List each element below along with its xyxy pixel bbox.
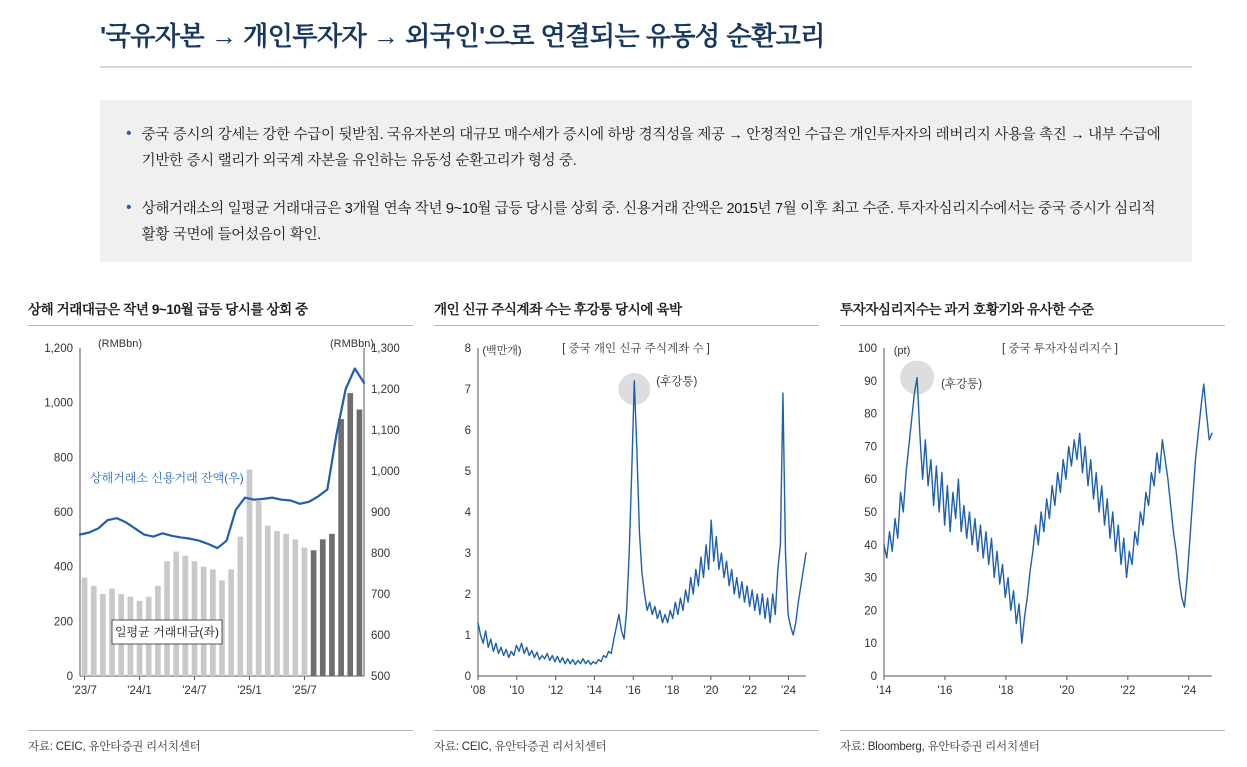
svg-text:[ 중국 개인 신규 주식계좌 수 ]: [ 중국 개인 신규 주식계좌 수 ]: [562, 343, 710, 355]
svg-text:'18: '18: [664, 685, 680, 697]
svg-text:1,000: 1,000: [371, 466, 400, 478]
svg-text:상해거래소 신용거래 잔액(우): 상해거래소 신용거래 잔액(우): [90, 471, 244, 485]
svg-text:1,200: 1,200: [371, 384, 400, 396]
summary-bullet: [126, 196, 1166, 248]
panel-divider: [434, 325, 819, 326]
title-divider: [100, 66, 1192, 68]
source-divider: [28, 730, 413, 731]
svg-text:20: 20: [864, 605, 877, 618]
svg-text:50: 50: [864, 507, 877, 519]
chart-2-source: 자료: CEIC, 유안타증권 리서치센터: [434, 741, 607, 753]
svg-text:1,000: 1,000: [44, 397, 73, 410]
svg-text:'20: '20: [1059, 685, 1075, 697]
panel-divider: [28, 325, 413, 326]
svg-text:(RMBbn): (RMBbn): [97, 338, 143, 350]
svg-text:1,300: 1,300: [371, 343, 400, 355]
svg-text:10: 10: [864, 638, 877, 651]
svg-text:'12: '12: [548, 685, 564, 697]
source-divider: [434, 730, 819, 731]
svg-text:'25/7: '25/7: [292, 685, 317, 697]
svg-text:'20: '20: [703, 685, 719, 697]
svg-text:(RMBbn): (RMBbn): [329, 338, 375, 350]
chart-3-source: 자료: Bloomberg, 유안타증권 리서치센터: [840, 741, 1040, 753]
svg-text:'24: '24: [1181, 685, 1197, 697]
svg-text:(백만개): (백만개): [482, 345, 522, 357]
svg-text:100: 100: [857, 343, 877, 355]
svg-text:'22: '22: [1120, 685, 1136, 697]
svg-text:3: 3: [464, 548, 471, 560]
svg-text:'24: '24: [781, 685, 797, 697]
svg-text:8: 8: [464, 343, 471, 355]
page-title-text: '국유자본 → 개인투자자 → 외국인'으로 연결되는 유동성 순환고리: [100, 20, 825, 51]
svg-text:1: 1: [464, 630, 471, 642]
panel-divider: [840, 325, 1225, 326]
svg-text:0: 0: [870, 671, 877, 683]
page-title: [100, 8, 1200, 60]
panel-title: 개인 신규 주식계좌 수는 후강퉁 당시에 육박: [434, 302, 682, 317]
chart-panel-new-accounts: [434, 298, 819, 732]
svg-text:'23/7: '23/7: [72, 685, 97, 697]
chart-2-svg: [434, 332, 819, 732]
svg-text:7: 7: [464, 384, 471, 396]
svg-text:500: 500: [371, 671, 391, 683]
svg-text:6: 6: [464, 425, 471, 437]
svg-text:0: 0: [66, 671, 73, 683]
svg-text:'22: '22: [742, 685, 758, 697]
svg-text:일평균 거래대금(좌): 일평균 거래대금(좌): [114, 625, 220, 639]
svg-text:'10: '10: [509, 685, 525, 697]
svg-text:600: 600: [53, 507, 73, 519]
svg-text:900: 900: [371, 507, 391, 519]
svg-text:200: 200: [53, 616, 73, 629]
panel-title: 투자자심리지수는 과거 호황기와 유사한 수준: [840, 302, 1094, 317]
svg-text:(pt): (pt): [893, 345, 911, 357]
svg-text:[ 중국 투자자심리지수 ]: [ 중국 투자자심리지수 ]: [1002, 343, 1118, 355]
bullet-dot-icon: •: [126, 125, 132, 142]
chart-1-plot: [28, 332, 413, 732]
summary-bullet: [126, 122, 1166, 174]
svg-text:400: 400: [53, 561, 73, 574]
panel-title: 상해 거래대금은 작년 9~10월 급등 당시를 상회 중: [28, 302, 308, 317]
chart-panel-sentiment-index: [840, 298, 1225, 732]
svg-text:90: 90: [864, 375, 877, 388]
svg-text:1,200: 1,200: [44, 343, 73, 355]
svg-text:'08: '08: [470, 685, 486, 697]
svg-text:'18: '18: [998, 685, 1014, 697]
svg-text:800: 800: [53, 452, 73, 465]
summary-bullet-text: 중국 증시의 강세는 강한 수급이 뒷받침. 국유자본의 대규모 매수세가 증시에 하방 경직성을 제공 → 안정적인 수급은 개인투자자의 레버리지 사용을 촉진 → 내부 수급에 기반한 증시 랠리가 외국계 자본을 유인하는 유동성 순환고리가 형성 중.: [141, 127, 1161, 169]
svg-text:40: 40: [864, 539, 877, 552]
svg-text:(후강퉁): (후강퉁): [941, 378, 983, 391]
chart-1-source: 자료: CEIC, 유안타증권 리서치센터: [28, 741, 201, 753]
chart-1-svg: [28, 332, 413, 732]
svg-text:0: 0: [464, 671, 471, 683]
svg-text:'25/1: '25/1: [237, 685, 262, 697]
chart-2-plot: [434, 332, 819, 732]
svg-text:70: 70: [864, 441, 877, 454]
svg-text:30: 30: [864, 572, 877, 585]
svg-text:'16: '16: [625, 685, 641, 697]
svg-text:5: 5: [464, 466, 471, 478]
svg-text:(후강퉁): (후강퉁): [656, 376, 698, 388]
svg-text:'16: '16: [937, 685, 953, 697]
chart-3-plot: [840, 332, 1225, 732]
summary-bullet-text: 상해거래소의 일평균 거래대금은 3개월 연속 작년 9~10월 급등 당시를 상회 중. 신용거래 잔액은 2015년 7월 이후 최고 수준. 투자자심리지수에서는 중국 증시가 심리적 활황 국면에 들어섰음이 확인.: [141, 201, 1156, 243]
svg-text:1,100: 1,100: [371, 425, 400, 437]
svg-text:60: 60: [864, 474, 877, 487]
summary-box: [100, 100, 1192, 262]
svg-text:2: 2: [464, 589, 471, 601]
svg-text:4: 4: [464, 507, 471, 519]
svg-text:'24/7: '24/7: [182, 685, 207, 697]
chart-panel-trading-value: [28, 298, 413, 732]
svg-text:'24/1: '24/1: [127, 685, 152, 697]
svg-text:'14: '14: [876, 685, 892, 697]
svg-text:600: 600: [371, 630, 391, 642]
bullet-dot-icon: •: [126, 199, 132, 216]
chart-3-svg: [840, 332, 1225, 732]
svg-text:80: 80: [864, 408, 877, 421]
svg-text:700: 700: [371, 589, 391, 601]
svg-text:800: 800: [371, 548, 391, 560]
svg-text:'14: '14: [586, 685, 602, 697]
source-divider: [840, 730, 1225, 731]
